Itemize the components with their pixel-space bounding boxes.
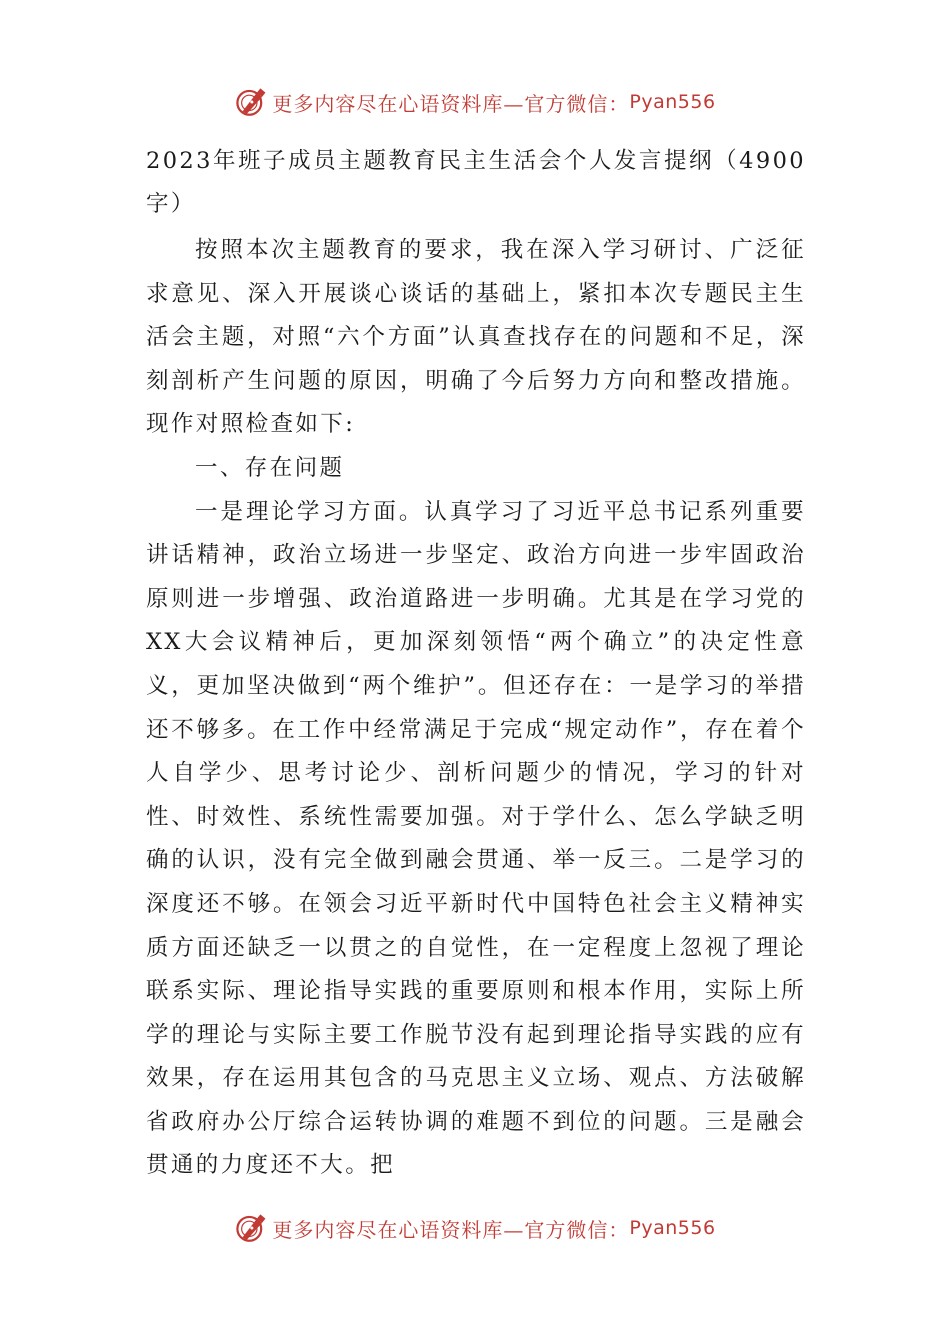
- document-title: 2023年班子成员主题教育民主生活会个人发言提纲（4900字）: [146, 148, 806, 217]
- document-body: [146, 140, 806, 1188]
- pen-nib-seal-icon: [234, 1211, 268, 1245]
- watermark-wechat-id: Pyan556: [629, 1217, 716, 1239]
- watermark-banner-top: [0, 82, 950, 122]
- watermark-banner-bottom: [0, 1208, 950, 1248]
- intro-paragraph: 按照本次主题教育的要求，我在深入学习研讨、广泛征求意见、深入开展谈心谈话的基础上，紧扣本次专题民主生活会主题，对照“六个方面”认真查找存在的问题和不足，深刻剖析产生问题的原因，明确了今后努力方向和整改措施。现作对照检查如下:: [146, 237, 806, 438]
- section-heading-problems: 一、存在问题: [195, 454, 345, 481]
- theory-study-paragraph: 一是理论学习方面。认真学习了习近平总书记系列重要讲话精神，政治立场进一步坚定、政治方向进一步牢固政治原则进一步增强、政治道路进一步明确。尤其是在学习党的XX大会议精神后，更加深刻领悟“两个确立”的决定性意义，更加坚决做到“两个维护”。但还存在：一是学习的举措还不够多。在工作中经常满足于完成“规定动作”，存在着个人自学少、思考讨论少、剖析问题少的情况，学习的针对性、时效性、系统性需要加强。对于学什么、怎么学缺乏明确的认识，没有完全做到融会贯通、举一反三。二是学习的深度还不够。在领会习近平新时代中国特色社会主义精神实质方面还缺乏一以贯之的自觉性，在一定程度上忽视了理论联系实际、理论指导实践的重要原则和根本作用，实际上所学的理论与实际主要工作脱节没有起到理论指导实践的应有效果，存在运用其包含的马克思主义立场、观点、方法破解省政府办公厅综合运转协调的难题不到位的问题。三是融会贯通的力度还不大。把: [146, 498, 806, 1179]
- pen-nib-seal-icon: [234, 85, 268, 119]
- watermark-wechat-id: Pyan556: [629, 91, 716, 113]
- watermark-text: 更多内容尽在心语资料库—官方微信：: [272, 1217, 630, 1242]
- watermark-text: 更多内容尽在心语资料库—官方微信：: [272, 91, 630, 116]
